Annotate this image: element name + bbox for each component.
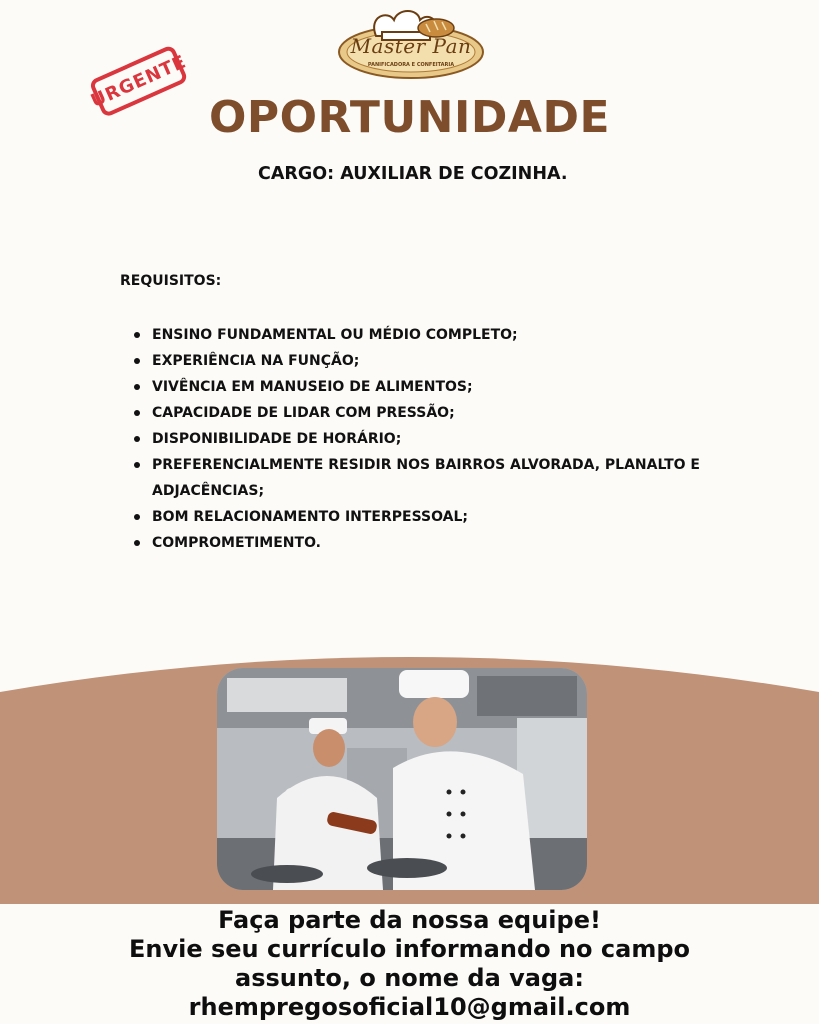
requirement-item: [132, 348, 772, 374]
requirement-text: PREFERENCIALMENTE RESIDIR NOS BAIRROS ALVORADA, PLANALTO E ADJACÊNCIAS;: [152, 457, 700, 499]
logo-subtitle: PANIFICADORA E CONFEITARIA: [367, 62, 455, 68]
requirement-item: [132, 322, 772, 348]
requirement-item: [132, 400, 772, 426]
requirement-text: ENSINO FUNDAMENTAL OU MÉDIO COMPLETO;: [152, 327, 518, 343]
requirements-label: REQUISITOS:: [120, 273, 222, 289]
requirement-text: EXPERIÊNCIA NA FUNÇÃO;: [152, 353, 360, 369]
requirement-item: [132, 530, 772, 556]
bullet-icon: [134, 540, 140, 546]
page-title: OPORTUNIDADE: [208, 92, 611, 143]
requirement-item: [132, 452, 772, 504]
bullet-icon: [134, 332, 140, 338]
requirement-text: VIVÊNCIA EM MANUSEIO DE ALIMENTOS;: [152, 379, 473, 395]
kitchen-scene-icon: [217, 668, 587, 890]
requirement-text: CAPACIDADE DE LIDAR COM PRESSÃO;: [152, 405, 455, 421]
logo-name: Master Pan: [350, 34, 472, 58]
bullet-icon: [134, 410, 140, 416]
job-position: CARGO: AUXILIAR DE COZINHA.: [258, 164, 568, 184]
requirement-text: BOM RELACIONAMENTO INTERPESSOAL;: [152, 509, 469, 525]
requirement-text: DISPONIBILIDADE DE HORÁRIO;: [152, 431, 402, 447]
chefs-photo: [217, 668, 587, 890]
requirement-text: COMPROMETIMENTO.: [152, 535, 321, 551]
bullet-icon: [134, 462, 140, 468]
footer-line-subject: assunto, o nome da vaga:: [235, 964, 584, 992]
bullet-icon: [134, 384, 140, 390]
urgent-stamp-text: URGENTE: [88, 44, 188, 118]
bullet-icon: [134, 436, 140, 442]
requirement-item: [132, 374, 772, 400]
bullet-icon: [134, 358, 140, 364]
bullet-icon: [134, 514, 140, 520]
footer-line-join: Faça parte da nossa equipe!: [218, 906, 601, 934]
requirement-item: [132, 426, 772, 452]
requirements-list: [132, 322, 772, 556]
footer-line-send-cv: Envie seu currículo informando no campo: [129, 935, 690, 963]
footer-call-to-action: [0, 904, 819, 1024]
footer-email[interactable]: rhempregosoficial10@gmail.com: [188, 993, 631, 1021]
master-pan-logo: [336, 6, 486, 84]
requirement-item: [132, 504, 772, 530]
